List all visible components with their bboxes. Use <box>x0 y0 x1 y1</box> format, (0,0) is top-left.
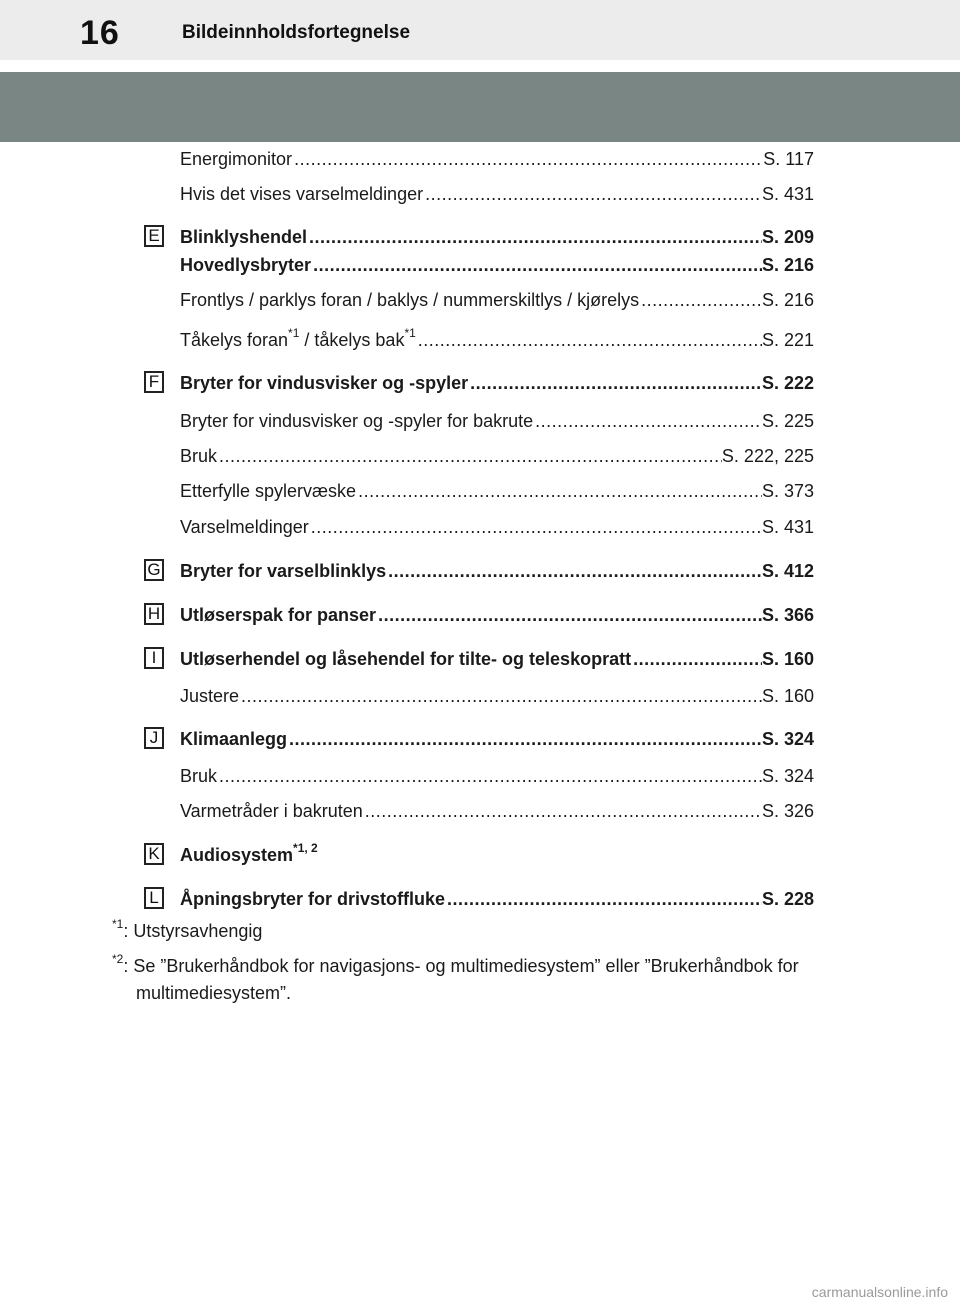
section-letter-h: H <box>144 603 164 625</box>
toc-entry[interactable] <box>180 146 814 170</box>
toc-entry[interactable] <box>180 370 814 394</box>
page-reference: S. 160 <box>761 649 814 669</box>
leader-dots <box>468 373 762 394</box>
leader-dots <box>631 649 762 670</box>
page-reference: S. 324 <box>761 729 814 749</box>
entry-label: Bruk <box>180 446 218 466</box>
entry-label: Varselmeldinger <box>180 517 309 537</box>
footnote-marker: *1 <box>288 326 300 340</box>
watermark: carmanualsonline.info <box>811 1284 948 1300</box>
footnote-text: : Utstyrsavhengig <box>123 921 263 941</box>
leader-dots <box>445 889 762 910</box>
footnote <box>112 953 872 1007</box>
page-reference: S. 373 <box>761 481 814 501</box>
page-reference: S. 324 <box>761 766 814 786</box>
toc-entry[interactable] <box>180 886 814 910</box>
entry-label: Etterfylle spylervæske <box>180 481 357 501</box>
toc-entry[interactable] <box>180 763 814 787</box>
page-reference: S. 222 <box>761 373 814 393</box>
toc-entry[interactable] <box>180 683 814 707</box>
section-letter-l: L <box>144 887 164 909</box>
entry-label: Bryter for vindusvisker og -spyler <box>180 373 469 393</box>
toc-entry[interactable] <box>180 726 814 750</box>
leader-dots <box>239 686 762 707</box>
section-title: Bildeinnholdsfortegnelse <box>182 22 411 43</box>
toc-entry[interactable] <box>180 558 814 582</box>
entry-label-part: / tåkelys bak <box>299 330 405 350</box>
toc-entry[interactable] <box>180 327 814 351</box>
leader-dots <box>423 184 762 205</box>
page-number: 16 <box>80 14 120 52</box>
page-reference: S. 228 <box>761 889 814 909</box>
page-reference: S. 431 <box>761 184 814 204</box>
section-letter-e: E <box>144 225 164 247</box>
header-band <box>0 72 960 142</box>
toc-entry[interactable] <box>180 646 814 670</box>
entry-label: Bruk <box>180 766 218 786</box>
entry-label: Klimaanlegg <box>180 729 288 749</box>
entry-label <box>180 841 318 866</box>
leader-dots <box>376 605 762 626</box>
leader-dots <box>386 561 762 582</box>
page-reference: S. 216 <box>761 290 814 310</box>
leader-dots <box>309 517 762 538</box>
leader-dots <box>311 255 762 276</box>
toc-entry[interactable] <box>180 408 814 432</box>
toc-entry[interactable] <box>180 224 814 248</box>
leader-dots <box>287 729 762 750</box>
page-reference: S. 431 <box>761 517 814 537</box>
toc-entry[interactable] <box>180 443 814 467</box>
entry-label: Hvis det vises varselmeldinger <box>180 184 424 204</box>
page-reference: S. 209 <box>761 227 814 247</box>
leader-dots <box>639 290 762 311</box>
page-reference: S. 222, 225 <box>721 446 814 466</box>
toc-entry[interactable] <box>180 478 814 502</box>
page-reference: S. 412 <box>761 561 814 581</box>
footnote-mark: *1 <box>112 917 124 931</box>
page-reference: S. 160 <box>761 686 814 706</box>
section-letter-f: F <box>144 371 164 393</box>
page-header <box>0 0 960 60</box>
leader-dots <box>217 766 762 787</box>
footnote-text: : Se ”Brukerhåndbok for navigasjons- og multimediesystem” eller ”Brukerhåndbok for multimediesystem”. <box>123 956 799 1003</box>
toc-entry[interactable] <box>180 798 814 822</box>
entry-label: Bryter for varselblinklys <box>180 561 387 581</box>
entry-label-part: Audiosystem <box>180 845 294 865</box>
page-reference: S. 326 <box>761 801 814 821</box>
entry-label: Hovedlysbryter <box>180 255 312 275</box>
toc-entry[interactable] <box>180 287 814 311</box>
leader-dots <box>217 446 722 467</box>
footnote <box>112 918 872 945</box>
entry-label <box>180 326 416 351</box>
leader-dots <box>307 227 762 248</box>
leader-dots <box>363 801 762 822</box>
footnote-marker: *1 <box>404 326 416 340</box>
section-letter-g: G <box>144 559 164 581</box>
leader-dots <box>533 411 762 432</box>
entry-label: Energimonitor <box>180 149 293 169</box>
toc-entry[interactable] <box>180 842 318 866</box>
entry-label: Utløserhendel og låsehendel for tilte- og teleskopratt <box>180 649 632 669</box>
entry-label-part: Tåkelys foran <box>180 330 289 350</box>
toc-entry[interactable] <box>180 181 814 205</box>
entry-label: Bryter for vindusvisker og -spyler for bakrute <box>180 411 534 431</box>
entry-label: Varmetråder i bakruten <box>180 801 363 821</box>
page-reference: S. 366 <box>761 605 814 625</box>
leader-dots <box>416 330 762 351</box>
footnote-marker: *1, 2 <box>293 841 318 855</box>
toc-entry[interactable] <box>180 602 814 626</box>
section-letter-i: I <box>144 647 164 669</box>
entry-label: Frontlys / parklys foran / baklys / nummerskiltlys / kjørelys <box>180 290 640 310</box>
footnote-mark: *2 <box>112 952 124 966</box>
entry-label: Utløserspak for panser <box>180 605 377 625</box>
section-letter-j: J <box>144 727 164 749</box>
entry-label: Justere <box>180 686 240 706</box>
toc-entry[interactable] <box>180 252 814 276</box>
page-reference: S. 216 <box>761 255 814 275</box>
page-reference: S. 221 <box>761 330 814 350</box>
entry-label: Blinklyshendel <box>180 227 308 247</box>
page-reference: S. 225 <box>761 411 814 431</box>
toc-entry[interactable] <box>180 514 814 538</box>
entry-label: Åpningsbryter for drivstoffluke <box>180 889 446 909</box>
leader-dots <box>356 481 762 502</box>
section-letter-k: K <box>144 843 164 865</box>
page-reference: S. 117 <box>763 149 814 169</box>
leader-dots <box>292 149 763 170</box>
